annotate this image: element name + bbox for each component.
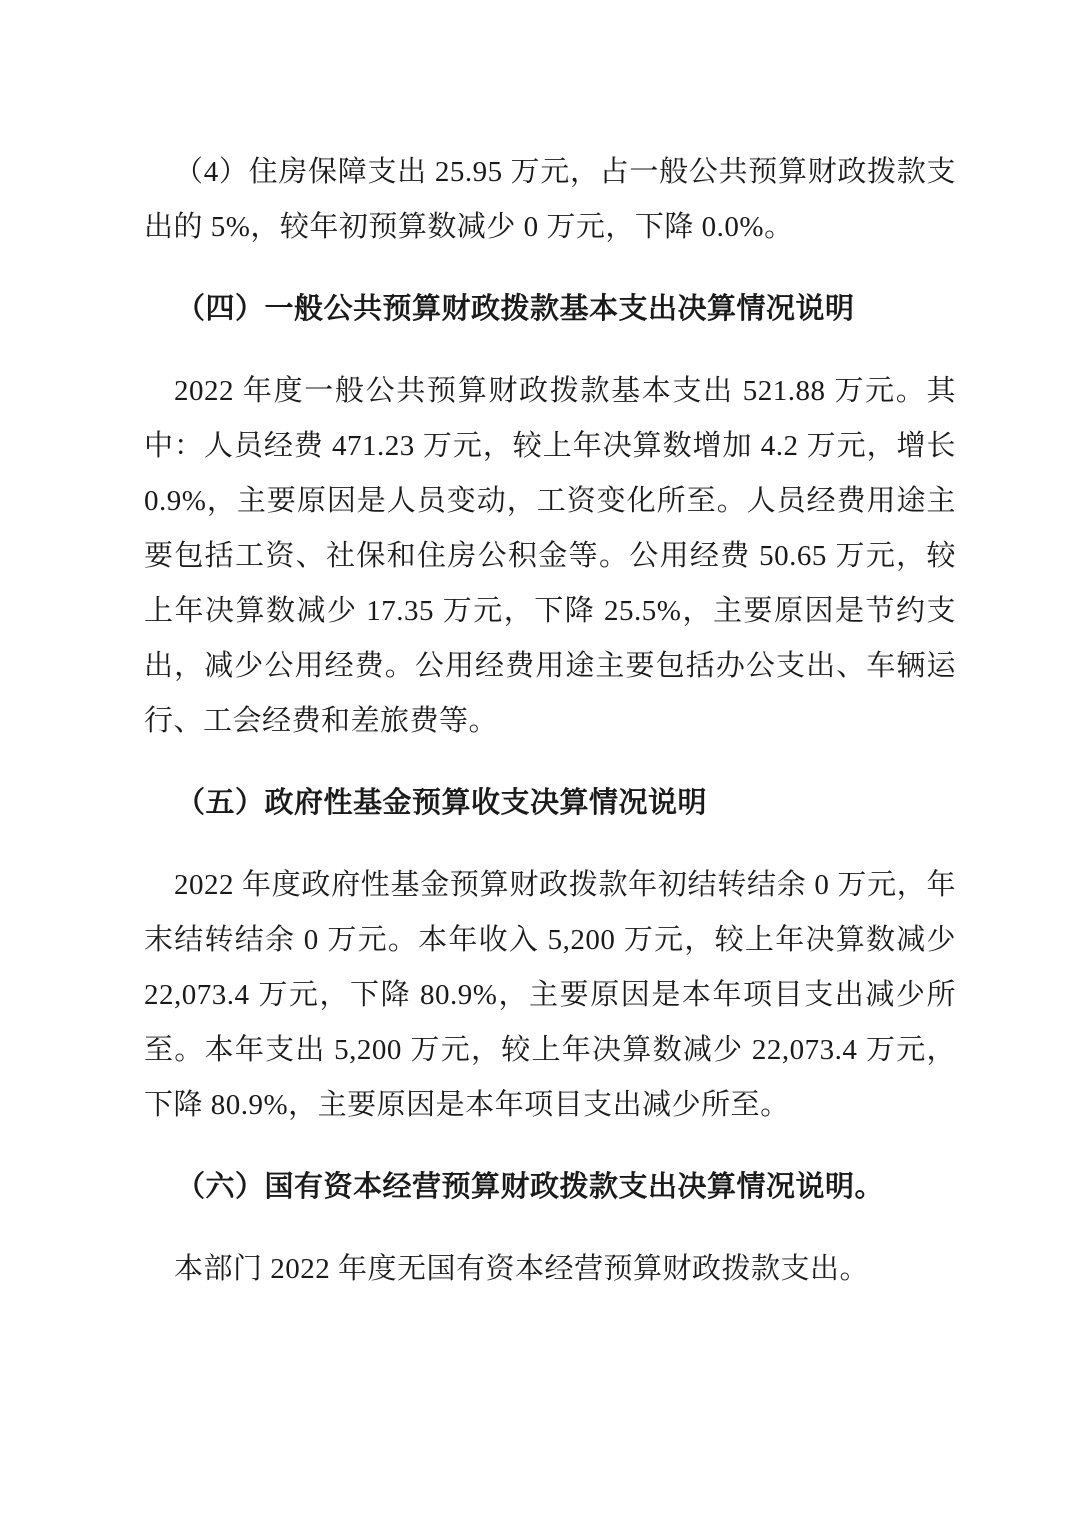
paragraph-basic-expenditure-details: 2022 年度一般公共预算财政拨款基本支出 521.88 万元。其中：人员经费 471.23 万元，较上年决算数增加 4.2 万元，增长 0.9%，主要原因是人员变动，工资变化所至。人员经费用途主要包括工资、社保和住房公积金等。公用经费 50.65 万元，较上年决算数减少 17.35 万元，下降 25.5%，主要原因是节约支出，减少公用经费。公用经费用途主要包括办公支出、车辆运行、工会经费和差旅费等。 [144, 375, 956, 737]
paragraph-government-fund-details: 2022 年度政府性基金预算财政拨款年初结转结余 0 万元，年末结转结余 0 万元。本年收入 5,200 万元，较上年决算数减少 22,073.4 万元，下降 80.9%，主要原因是本年项目支出减少所至。本年支出 5,200 万元，较上年决算数减少 22,073.4 万元，下降 80.9%，主要原因是本年项目支出减少所至。 [144, 869, 956, 1121]
heading-section-four-basic-expenditure: （四）一般公共预算财政拨款基本支出决算情况说明 [176, 293, 855, 325]
paragraph-housing-security-expenditure: （4）住房保障支出 25.95 万元，占一般公共预算财政拨款支出的 5%，较年初预算数减少 0 万元，下降 0.0%。 [144, 156, 956, 243]
heading-section-five-government-fund: （五）政府性基金预算收支决算情况说明 [176, 787, 708, 819]
paragraph-state-capital-statement: 本部门 2022 年度无国有资本经营预算财政拨款支出。 [174, 1253, 870, 1285]
heading-section-six-state-capital: （六）国有资本经营预算财政拨款支出决算情况说明。 [176, 1171, 885, 1203]
